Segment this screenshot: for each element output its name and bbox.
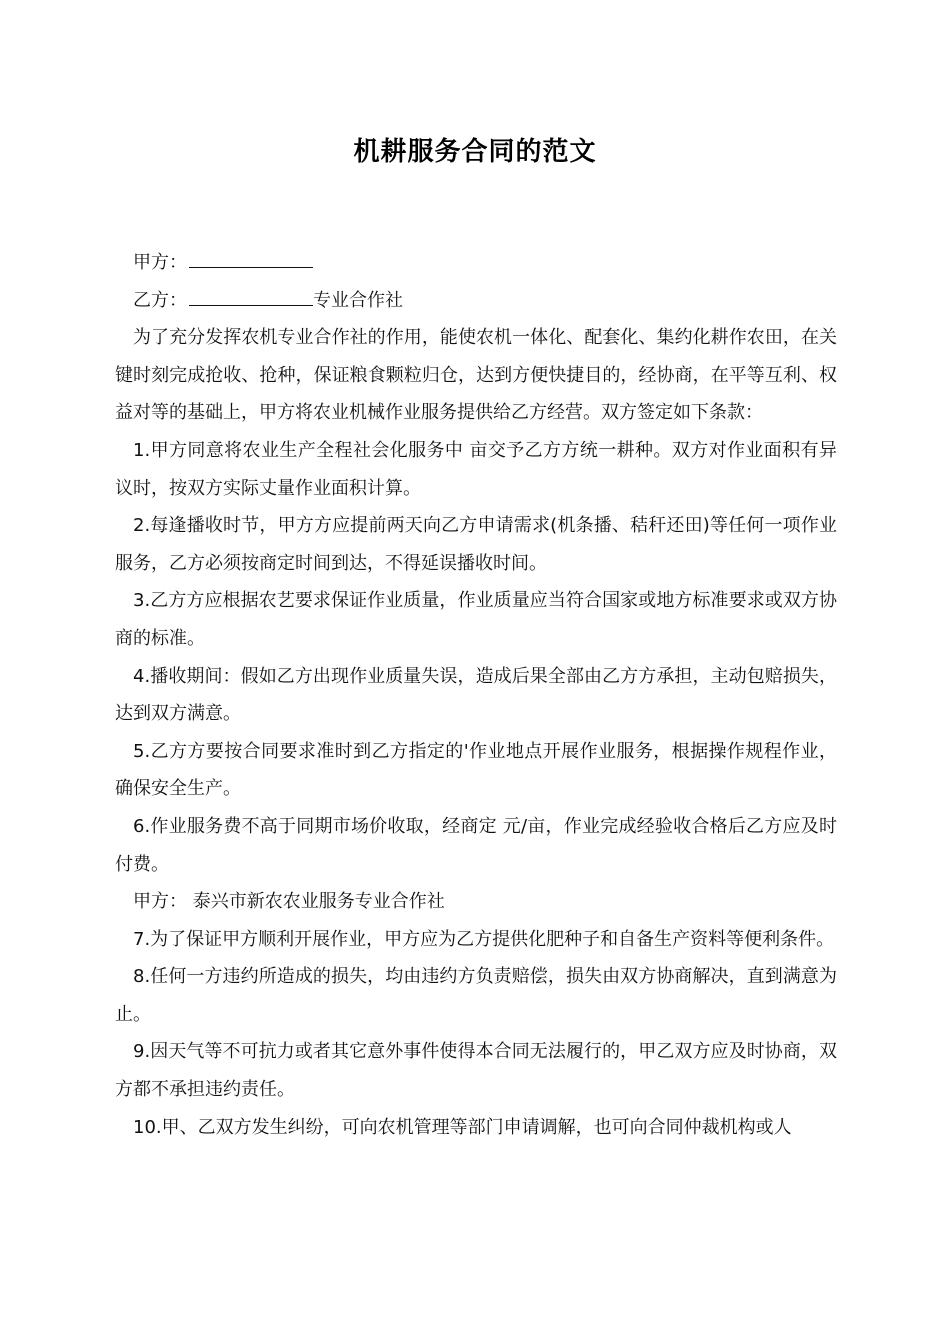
document-title: 机耕服务合同的范文 — [353, 137, 597, 167]
clause-3: 3.乙方方应根据农艺要求保证作业质量，作业质量应当符合国家或地方标准要求或双方协商的标准。 — [115, 590, 837, 649]
clause-7: 7.为了保证甲方顺利开展作业，甲方应为乙方提供化肥种子和自备生产资料等便利条件。 — [133, 928, 835, 950]
party-b-suffix: 专业合作社 — [313, 289, 403, 311]
party-a-label: 甲方： — [133, 252, 187, 273]
party-a-line — [115, 244, 837, 282]
clause-5: 5.乙方方要按合同要求准时到乙方指定的'作业地点开展作业服务，根据操作规程作业，确保安全生产。 — [115, 740, 837, 800]
party-b-blank — [189, 304, 313, 306]
clause-6: 6.作业服务费不高于同期市场价收取，经商定 元/亩，作业完成经验收合格后乙方应及时付费。 — [115, 815, 837, 875]
clause-8: 8.任何一方违约所造成的损失，均由违约方负责赔偿，损失由双方协商解决，直到满意为止。 — [115, 966, 837, 1025]
document-body — [115, 244, 837, 1146]
party-a-blank — [189, 266, 313, 268]
clause-10: 10.甲、乙双方发生纠纷，可向农机管理等部门申请调解，也可向合同仲裁机构或人 — [133, 1116, 792, 1138]
party-a-signature: 甲方： 泰兴市新农农业服务专业合作社 — [133, 891, 445, 913]
party-b-line — [115, 282, 837, 320]
intro-paragraph: 为了充分发挥农机专业合作社的作用，能使农机一体化、配套化、集约化耕作农田，在关键时刻完成抢收、抢种，保证粮食颗粒归仓，达到方便快捷目的，经协商，在平等互利、权益对等的基础上，甲方将农业机械作业服务提供给乙方经营。双方签定如下条款： — [115, 327, 837, 424]
clause-1: 1.甲方同意将农业生产全程社会化服务中 亩交予乙方方统一耕种。双方对作业面积有异议时，按双方实际丈量作业面积计算。 — [115, 439, 837, 499]
clause-2: 2.每逢播收时节，甲方方应提前两天向乙方申请需求(机条播、秸秆还田)等任何一项作业服务，乙方必须按商定时间到达，不得延误播收时间。 — [115, 515, 837, 574]
clause-4: 4.播收期间：假如乙方出现作业质量失误，造成后果全部由乙方方承担，主动包赔损失，达到双方满意。 — [115, 665, 837, 725]
party-b-label: 乙方： — [133, 289, 187, 311]
clause-9: 9.因天气等不可抗力或者其它意外事件使得本合同无法履行的，甲乙双方应及时协商，双方都不承担违约责任。 — [115, 1041, 837, 1101]
